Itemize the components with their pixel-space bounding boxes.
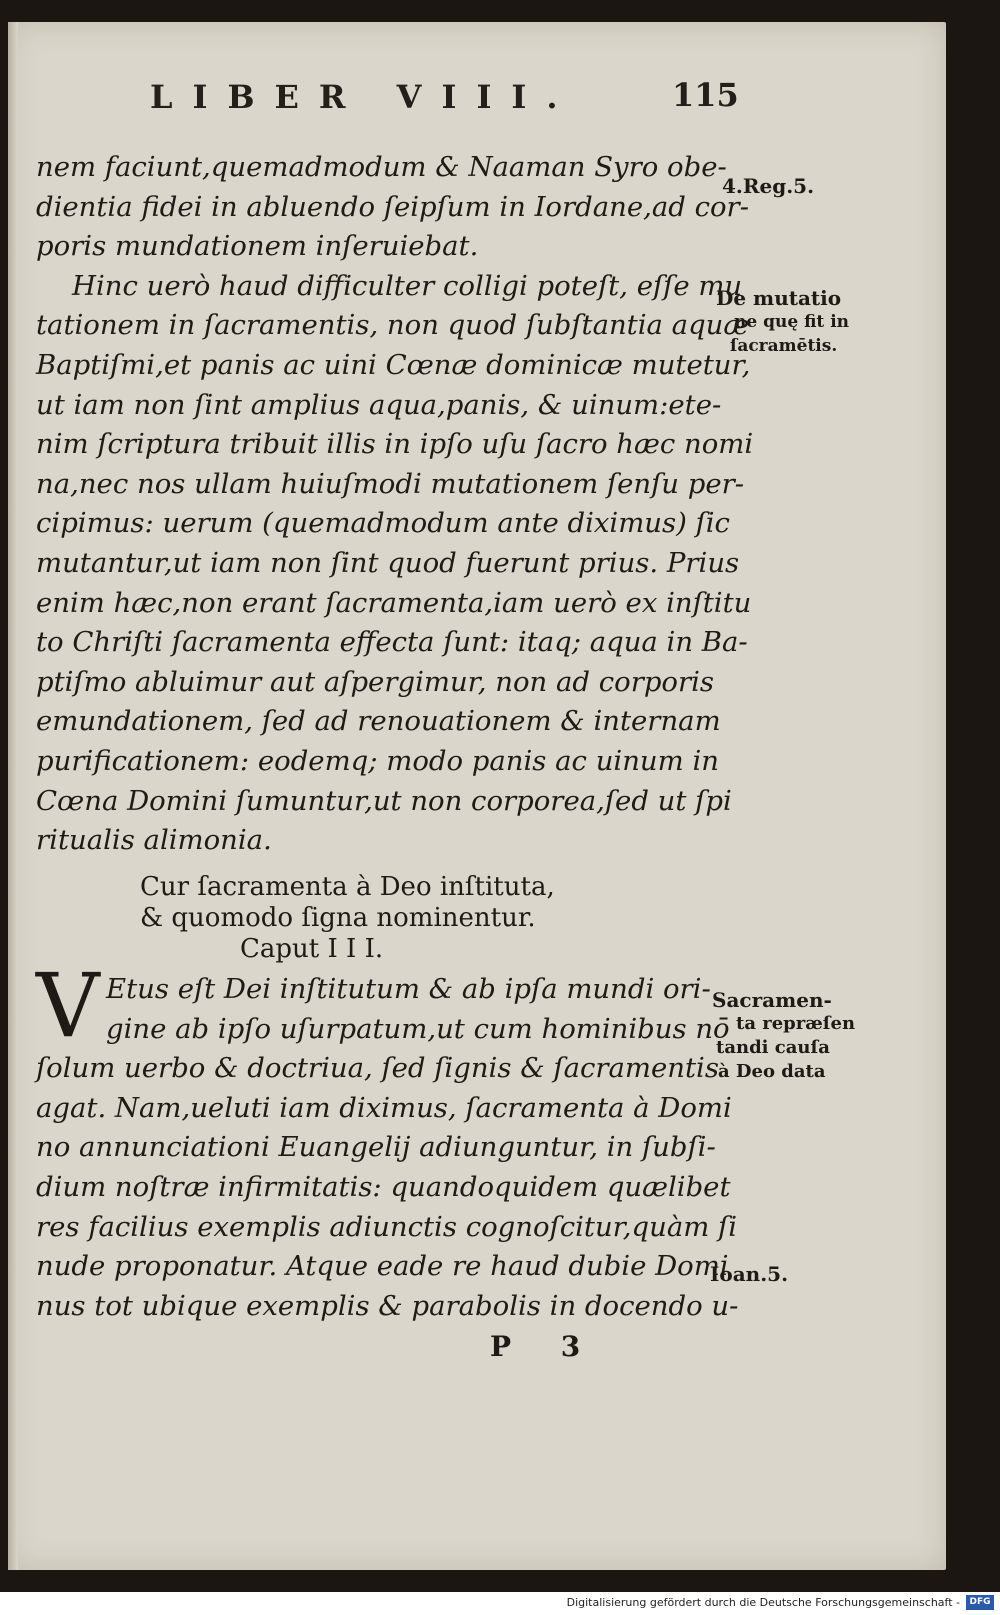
text-line: Hinc uerò haud difficulter colligi poteſt, eſſe mu xyxy=(72,269,743,302)
heading-line: Cur ſacramenta à Deo inſtituta, xyxy=(140,872,555,902)
heading-line: & quomodo ſigna nominentur. xyxy=(140,903,536,933)
text-line: enim hæc,non erant ſacramenta,iam uerò ex inſtitu xyxy=(36,586,752,619)
text-line: agat. Nam,ueluti iam diximus, ſacramenta à Domi xyxy=(36,1091,732,1124)
chapter-text-block xyxy=(36,970,739,1326)
text-line: Baptiſmi,et panis ac uini Cœnæ dominicæ mutetur, xyxy=(36,348,751,381)
text-line: na,nec nos ullam huiuſmodi mutationem ſenſu per- xyxy=(36,467,745,500)
text-line: emundationem, ſed ad renouationem & internam xyxy=(36,705,721,738)
signature-mark: P 3 xyxy=(490,1330,601,1363)
marginal-note-sacramenta xyxy=(712,988,855,1084)
text-line: Etus eſt Dei inſtitutum & ab ipſa mundi ori- xyxy=(106,973,711,1005)
text-line: ſolum uerbo & doctriua, ſed ſignis & ſacramentis xyxy=(36,1052,719,1085)
chapter-heading xyxy=(140,872,700,965)
text-line: nus tot ubique exemplis & parabolis in docendo u- xyxy=(36,1289,739,1322)
text-line: nem faciunt,quemadmodum & Naaman Syro obe- xyxy=(36,151,727,183)
text-line: purificationem: eodemq; modo panis ac uinum in xyxy=(36,744,719,777)
text-line: res facilius exemplis adiunctis cognoſcitur,quàm ſi xyxy=(36,1210,738,1243)
text-line: dientia fidei in abluendo ſeipſum in Iordane,ad cor- xyxy=(36,190,749,223)
marginal-note-reg: 4.Reg.5. xyxy=(722,174,815,198)
text-line: Cœna Domini ſumuntur,ut non corporea,ſed ut ſpi xyxy=(36,784,732,817)
dfg-logo: DFG xyxy=(966,1595,994,1610)
page-gutter-shadow xyxy=(8,22,18,1570)
margin-line: De mutatio xyxy=(716,286,842,310)
chapter-number: Caput I I I. xyxy=(240,934,384,964)
margin-line: ne quę fit in xyxy=(734,312,850,332)
text-line: to Chriſti ſacramenta effecta ſunt: itaq; aqua in Ba- xyxy=(36,626,748,659)
text-line: mutantur,ut iam non ſint quod fuerunt prius. Prius xyxy=(36,546,740,579)
text-line: gine ab ipſo uſurpatum,ut cum hominibus nō xyxy=(106,1012,730,1045)
text-line: dium noſtræ infirmitatis: quandoquidem quælibet xyxy=(36,1170,731,1203)
margin-line: tandi cauſa xyxy=(716,1037,830,1058)
folio-number: 115 xyxy=(672,76,739,114)
text-line: nude proponatur. Atque eade re haud dubie Domi xyxy=(36,1250,729,1283)
margin-line: Sacramen- xyxy=(712,988,832,1012)
main-text-block xyxy=(36,148,754,861)
running-title: LIBER VIII. xyxy=(150,78,578,116)
text-line: ut iam non ſint amplius aqua,panis, & uinum:ete- xyxy=(36,388,722,421)
text-line: poris mundationem inſeruiebat. xyxy=(36,230,479,263)
drop-capital: V xyxy=(36,954,100,1057)
text-line: nim ſcriptura tribuit illis in ipſo uſu ſacro hæc nomi xyxy=(36,428,754,461)
marginal-note-mutatio xyxy=(716,286,849,358)
funding-credit: Digitalisierung gefördert durch die Deutsche Forschungsgemeinschaft - xyxy=(566,1596,960,1609)
margin-line: ta repræſen xyxy=(736,1013,856,1034)
text-line: ritualis alimonia. xyxy=(36,824,272,857)
text-line: cipimus: uerum (quemadmodum ante diximus) ſic xyxy=(36,507,730,540)
text-line: ptiſmo abluimur aut aſpergimur, non ad corporis xyxy=(36,665,715,698)
margin-line: à Deo data xyxy=(718,1061,826,1082)
text-line: no annunciationi Euangelij adiunguntur, in ſubſi- xyxy=(36,1131,716,1164)
text-line: tationem in ſacramentis, non quod ſubſtantia aquæ xyxy=(36,309,750,342)
margin-line: ſacramētis. xyxy=(730,336,838,356)
marginal-note-ioan: Ioan.5. xyxy=(710,1262,789,1286)
